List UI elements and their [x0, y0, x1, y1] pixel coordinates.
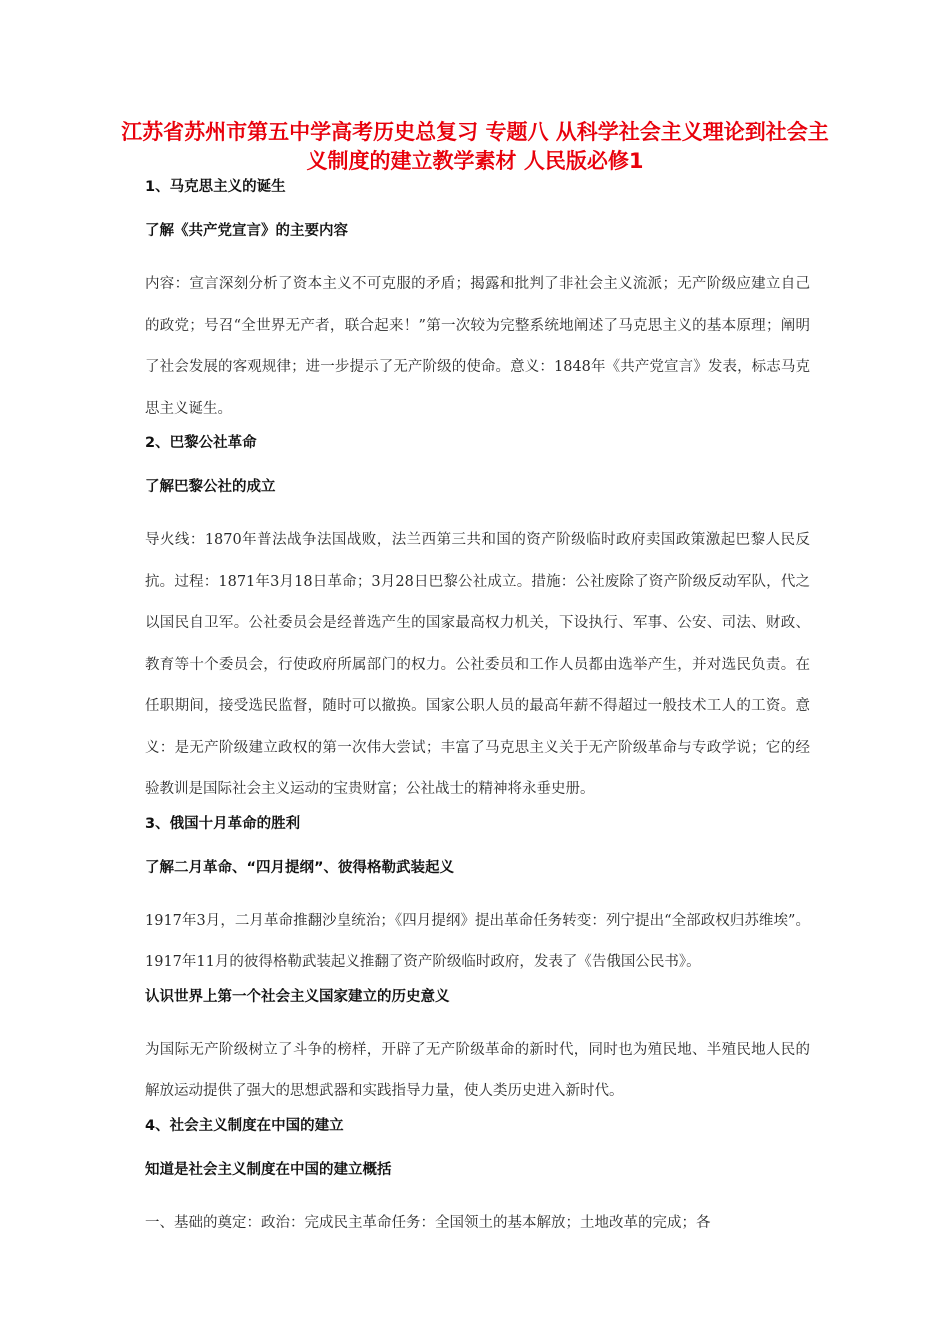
section-heading: 1、马克思主义的诞生	[145, 179, 286, 195]
document-body	[145, 176, 810, 1246]
section-subheading: 认识世界上第一个社会主义国家建立的历史意义	[145, 988, 450, 1005]
section-heading: 3、俄国十月革命的胜利	[145, 815, 301, 832]
section-heading: 2、巴黎公社革命	[145, 435, 257, 451]
section-subheading: 了解二月革命、“四月提纲”、彼得格勒武装起义	[145, 859, 455, 876]
section-paragraph: 1917年3月，二月革命推翻沙皇统治；《四月提纲》提出革命任务转变：列宁提出“全部政权归苏维埃”。1917年11月的彼得格勒武装起义推翻了资产阶级临时政府，发表了《告俄国公民书》。	[145, 912, 810, 970]
section-paragraph: 一、基础的奠定：政治：完成民主革命任务：全国领土的基本解放；土地改革的完成；各	[145, 1214, 711, 1231]
section-paragraph: 为国际无产阶级树立了斗争的榜样，开辟了无产阶级革命的新时代，同时也为殖民地、半殖民地人民的解放运动提供了强大的思想武器和实践指导力量，使人类历史进入新时代。	[145, 1041, 810, 1099]
section-paragraph: 导火线：1870年普法战争法国战败，法兰西第三共和国的资产阶级临时政府卖国政策激起巴黎人民反抗。过程：1871年3月18日革命；3月28日巴黎公社成立。措施：公社废除了资产阶级反动军队，代之以国民自卫军。公社委员会是经普选产生的国家最高权力机关，下设执行、军事、公安、司法、财政、教育等十个委员会，行使政府所属部门的权力。公社委员和工作人员都由选举产生，并对选民负责。在任职期间，接受选民监督，随时可以撤换。国家公职人员的最高年薪不得超过一般技术工人的工资。意义：是无产阶级建立政权的第一次伟大尝试；丰富了马克思主义关于无产阶级革命与专政学说；它的经验教训是国际社会主义运动的宝贵财富；公社战士的精神将永垂史册。	[145, 532, 810, 797]
document-title: 江苏省苏州市第五中学高考历史总复习 专题八 从科学社会主义理论到社会主义制度的建立教学素材 人民版必修1	[121, 120, 829, 173]
section-paragraph: 内容：宣言深刻分析了资本主义不可克服的矛盾；揭露和批判了非社会主义流派；无产阶级应建立自己的政党；号召“全世界无产者，联合起来！”第一次较为完整系统地阐述了马克思主义的基本原理；阐明了社会发展的客观规律；进一步提示了无产阶级的使命。意义：1848年《共产党宣言》发表，标志马克思主义诞生。	[145, 276, 810, 417]
section-heading: 4、社会主义制度在中国的建立	[145, 1117, 344, 1134]
section-subheading: 了解《共产党宣言》的主要内容	[145, 223, 348, 239]
section-subheading: 了解巴黎公社的成立	[145, 479, 276, 495]
section-subheading: 知道是社会主义制度在中国的建立概括	[145, 1161, 392, 1178]
